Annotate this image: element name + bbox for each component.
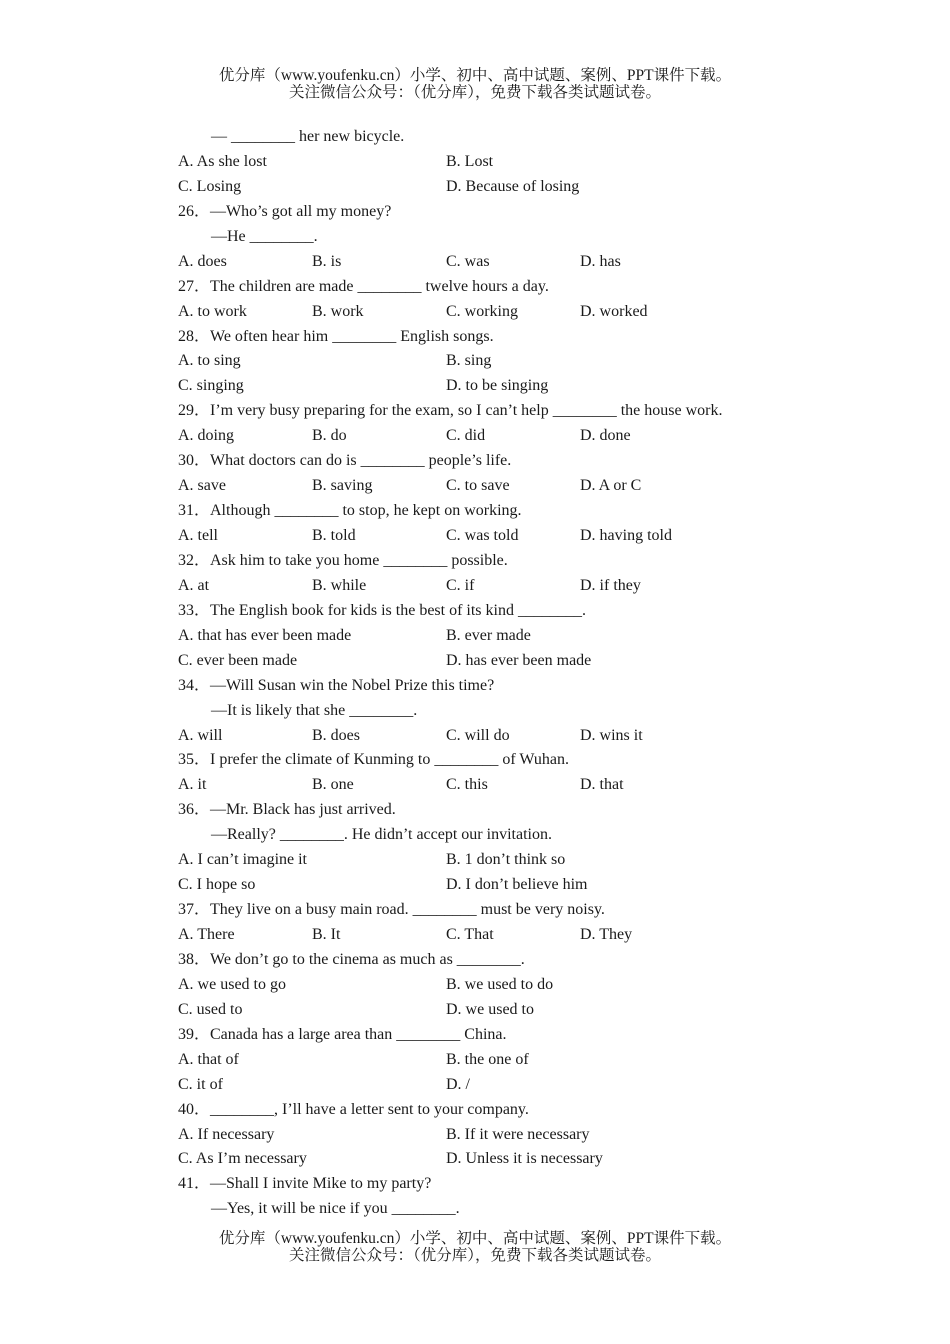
option-choice: C. was told	[446, 527, 519, 544]
header-line-2: 关注微信公众号：（优分库），免费下载各类试题试卷。	[288, 84, 661, 101]
option-choice: C. I hope so	[178, 876, 256, 894]
page-header	[0, 67, 950, 101]
option-choice: A. at	[178, 576, 210, 594]
option-choice: A. that of	[178, 1050, 239, 1068]
option-choice: C. Losing	[178, 177, 242, 195]
option-choice: A. save	[178, 477, 226, 495]
option-choice: B. we used to do	[446, 975, 554, 993]
option-choice: D. that	[580, 776, 624, 794]
option-choice: D. we used to	[446, 1000, 534, 1018]
option-choice: D. They	[580, 926, 633, 943]
question-line: 36．—Mr. Black has just arrived.	[178, 801, 396, 819]
question-line: 39．Canada has a large area than ________ China.	[178, 1025, 507, 1043]
footer-line-2: 关注微信公众号：（优分库），免费下载各类试题试卷。	[288, 1247, 661, 1264]
question-line: 34．—Will Susan win the Nobel Prize this time?	[178, 676, 495, 694]
option-choice: D. Because of losing	[446, 177, 580, 195]
question-line: 28．We often hear him ________ English songs.	[178, 327, 494, 345]
option-choice: B. saving	[312, 477, 373, 495]
option-choice: C. singing	[178, 377, 244, 395]
question-line: 30．What doctors can do is ________ people’s life.	[178, 452, 512, 470]
option-choice: D. has ever been made	[446, 651, 592, 669]
options-row	[178, 574, 798, 599]
options-row	[178, 624, 798, 649]
question-line: 37．They live on a busy main road. ________ must be very noisy.	[178, 901, 605, 919]
option-choice: B. does	[312, 726, 360, 744]
options-row	[178, 649, 798, 674]
option-choice: A. I can’t imagine it	[178, 851, 307, 869]
option-choice: B. one	[312, 776, 354, 794]
option-choice: C. As I’m necessary	[178, 1150, 307, 1168]
option-choice: D. worked	[580, 302, 648, 320]
question-line: 33．The English book for kids is the best of its kind ________.	[178, 601, 586, 619]
options-row	[178, 150, 798, 175]
option-choice: D. done	[580, 427, 631, 445]
question-line: 41．—Shall I invite Mike to my party?	[178, 1175, 432, 1193]
option-choice: A. doing	[178, 427, 234, 445]
option-choice: B. work	[312, 302, 364, 320]
option-choice: A. to sing	[178, 352, 241, 370]
option-choice: A. it	[178, 776, 207, 794]
option-choice: A. to work	[178, 302, 247, 320]
question-line: 29．I’m very busy preparing for the exam, so I can’t help ________ the house work.	[178, 402, 723, 420]
option-choice: B. is	[312, 252, 342, 270]
options-row	[178, 998, 798, 1023]
question-line: 40．________, I’ll have a letter sent to your company.	[178, 1100, 529, 1118]
question-line: 35．I prefer the climate of Kunming to ________ of Wuhan.	[178, 751, 569, 769]
question-line: 38．We don’t go to the cinema as much as ________.	[178, 950, 525, 968]
options-row	[178, 1123, 798, 1148]
answer-line: —It is likely that she ________.	[211, 701, 418, 719]
option-choice: A. If necessary	[178, 1125, 275, 1143]
options-row	[178, 300, 798, 325]
option-choice: B. It	[312, 926, 341, 943]
answer-line: —He ________.	[211, 227, 318, 245]
question-line: 26．—Who’s got all my money?	[178, 202, 392, 220]
option-choice: B. ever made	[446, 626, 531, 644]
options-row	[178, 524, 798, 549]
option-choice: A. There	[178, 926, 235, 943]
option-choice: D. Unless it is necessary	[446, 1150, 603, 1168]
option-choice: D. A or C	[580, 477, 642, 495]
option-choice: C. That	[446, 926, 494, 943]
option-choice: C. will do	[446, 726, 510, 744]
options-row	[178, 1048, 798, 1073]
options-row	[178, 349, 798, 374]
option-choice: D. having told	[580, 527, 672, 544]
option-choice: C. did	[446, 427, 486, 445]
options-row	[178, 1073, 798, 1098]
option-choice: B. sing	[446, 352, 492, 370]
options-row	[178, 1147, 798, 1172]
option-choice: A. As she lost	[178, 152, 267, 170]
option-choice: A. we used to go	[178, 975, 286, 993]
question-line: 32．Ask him to take you home ________ possible.	[178, 551, 508, 569]
option-choice: C. it of	[178, 1075, 223, 1093]
option-choice: C. was	[446, 252, 490, 270]
option-choice: B. If it were necessary	[446, 1125, 590, 1143]
question-content	[178, 125, 798, 1222]
option-choice: B. do	[312, 427, 347, 445]
options-row	[178, 873, 798, 898]
footer-line-1: 优分库（www.youfenku.cn）小学、初中、高中试题、案例、PPT课件下载。	[218, 1230, 732, 1247]
options-row	[178, 175, 798, 200]
option-choice: A. will	[178, 726, 223, 744]
options-row	[178, 973, 798, 998]
header-line-1: 优分库（www.youfenku.cn）小学、初中、高中试题、案例、PPT课件下载。	[218, 67, 732, 84]
options-row	[178, 848, 798, 873]
option-choice: B. 1 don’t think so	[446, 851, 566, 869]
options-row	[178, 773, 798, 798]
options-row	[178, 724, 798, 749]
question-line: 31．Although ________ to stop, he kept on working.	[178, 502, 522, 520]
answer-line: — ________ her new bicycle.	[211, 128, 405, 145]
option-choice: C. used to	[178, 1000, 243, 1018]
options-row	[178, 374, 798, 399]
option-choice: D. if they	[580, 576, 641, 594]
option-choice: B. while	[312, 576, 367, 594]
option-choice: D. /	[446, 1075, 470, 1093]
option-choice: B. Lost	[446, 152, 494, 170]
option-choice: D. to be singing	[446, 377, 549, 395]
option-choice: C. this	[446, 776, 488, 794]
answer-line: —Yes, it will be nice if you ________.	[211, 1200, 460, 1218]
options-row	[178, 424, 798, 449]
option-choice: B. the one of	[446, 1050, 529, 1068]
option-choice: A. tell	[178, 527, 218, 544]
option-choice: C. to save	[446, 477, 510, 495]
option-choice: C. working	[446, 302, 518, 320]
option-choice: D. wins it	[580, 726, 643, 744]
option-choice: A. does	[178, 252, 227, 270]
options-row	[178, 250, 798, 275]
option-choice: B. told	[312, 527, 356, 544]
option-choice: C. ever been made	[178, 651, 298, 669]
page-footer	[0, 1230, 950, 1264]
option-choice: C. if	[446, 576, 475, 594]
options-row	[178, 923, 798, 948]
option-choice: D. has	[580, 252, 621, 270]
option-choice: A. that has ever been made	[178, 626, 352, 644]
question-line: 27．The children are made ________ twelve hours a day.	[178, 277, 549, 295]
option-choice: D. I don’t believe him	[446, 876, 588, 894]
options-row	[178, 474, 798, 499]
answer-line: —Really? ________. He didn’t accept our invitation.	[211, 826, 552, 844]
